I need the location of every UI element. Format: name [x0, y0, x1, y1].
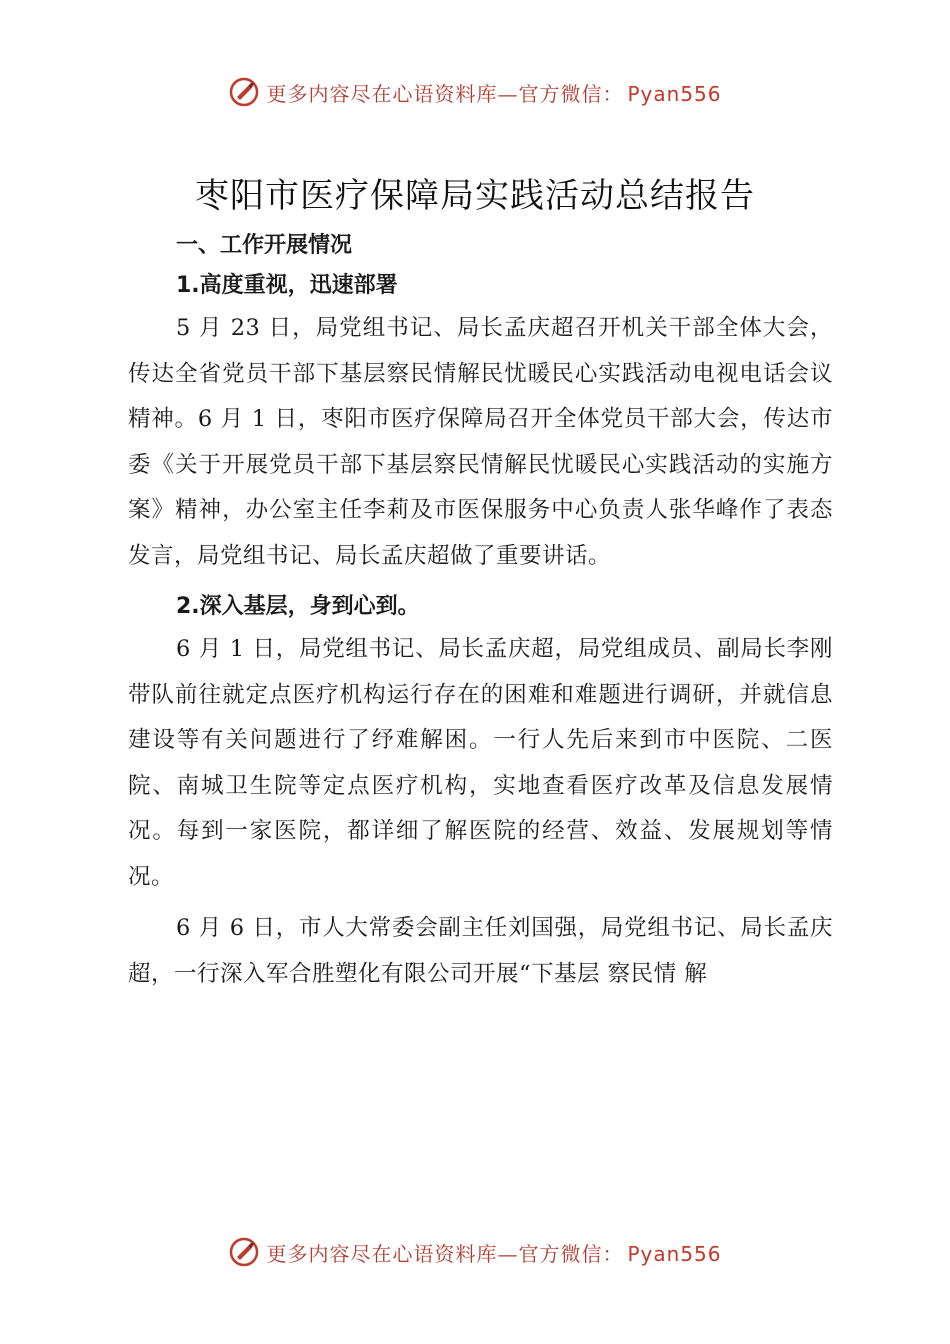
banner-text: 更多内容尽在心语资料库—官方微信：: [266, 81, 624, 106]
logo-icon: [228, 76, 260, 108]
logo-icon: [228, 1236, 260, 1268]
banner-label: [266, 78, 721, 107]
paragraph-1: 5 月 23 日，局党组书记、局长孟庆超召开机关干部全体大会，传达全省党员干部下基层察民情解民忧暖民心实践活动电视电话会议精神。6 月 1 日，枣阳市医疗保障局召开全体党员干部大会，传达市委《关于开展党员干部下基层察民情解民忧暖民心实践活动的实施方案》精神，办公室主任李莉及市医保服务中心负责人张华峰作了表态发言，局党组书记、局长孟庆超做了重要讲话。: [128, 315, 833, 569]
document-title: 枣阳市医疗保障局实践活动总结报告: [195, 176, 755, 216]
banner-wechat-id: Pyan556: [627, 81, 722, 106]
document-body: [128, 226, 833, 997]
section-heading: 一、工作开展情况: [176, 233, 353, 258]
paragraph-3: 6 月 6 日，市人大常委会副主任刘国强，局党组书记、局长孟庆超，一行深入军合胜塑化有限公司开展“下基层 察民情 解: [128, 915, 833, 987]
paragraph-2: 6 月 1 日，局党组书记、局长孟庆超，局党组成员、副局长李刚带队前往就定点医疗机构运行存在的困难和难题进行调研，并就信息建设等有关问题进行了纾难解困。一行人先后来到市中医院、二医院、南城卫生院等定点医疗机构，实地查看医疗改革及信息发展情况。每到一家医院，都详细了解医院的经营、效益、发展规划等情况。: [128, 636, 833, 890]
footer-banner: [0, 1232, 950, 1272]
subsection-heading-2: 2.深入基层，身到心到。: [176, 594, 420, 619]
header-banner: [0, 72, 950, 112]
subsection-heading-1: 1.高度重视，迅速部署: [176, 273, 398, 298]
banner-label: [266, 1238, 721, 1267]
banner-wechat-id: Pyan556: [627, 1241, 722, 1266]
banner-text: 更多内容尽在心语资料库—官方微信：: [266, 1241, 624, 1266]
